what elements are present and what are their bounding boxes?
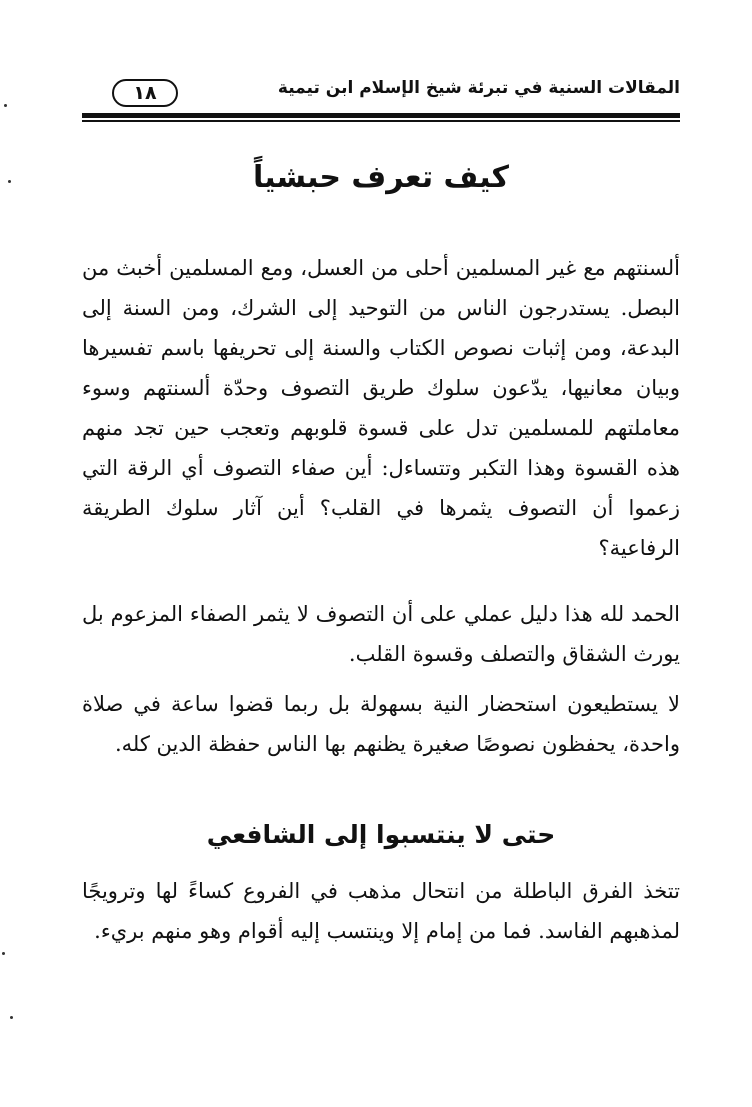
body-paragraph: الحمد لله هذا دليل عملي على أن التصوف لا يثمر الصفاء المزعوم بل يورث الشقاق والتصلف وقسوة القلب. bbox=[82, 602, 680, 666]
section-heading: كيف تعرف حبشياً bbox=[253, 160, 509, 195]
header-rule-thin bbox=[82, 120, 680, 122]
body-paragraph: تتخذ الفرق الباطلة من انتحال مذهب في الفروع كساءً لها وترويجًا لمذهبهم الفاسد. فما من إمام إلا وينتسب إليه أقوام وهو منهم بريء. bbox=[82, 879, 680, 943]
scan-speck bbox=[2, 952, 5, 955]
header-rule-thick bbox=[82, 113, 680, 118]
running-header bbox=[82, 66, 680, 110]
body-paragraph: ألسنتهم مع غير المسلمين أحلى من العسل، ومع المسلمين أخبث من البصل. يستدرجون الناس من التوحيد إلى الشرك، ومن السنة إلى البدعة، ومن إثبات نصوص الكتاب والسنة إلى تحريفها باسم تفسيرها وبيان معانيها، يدّعون سلوك طريق التصوف وحدّة ألسنتهم وسوء معاملتهم للمسلمين تدل على قسوة قلوبهم وتعجب حين تجد منهم هذه القسوة وهذا التكبر وتتساءل: أين صفاء التصوف أي الرقة التي زعموا أن التصوف يثمرها في القلب؟ أين آثار سلوك الطريقة الرفاعية؟ bbox=[82, 256, 680, 560]
page-number: ١٨ bbox=[112, 79, 178, 107]
scan-speck bbox=[10, 1016, 13, 1019]
book-title: المقالات السنية في تبرئة شيخ الإسلام ابن تيمية bbox=[277, 78, 680, 98]
body-paragraph: لا يستطيعون استحضار النية بسهولة بل ربما قضوا ساعة في صلاة واحدة، يحفظون نصوصًا صغيرة يظنهم بها الناس حفظة الدين كله. bbox=[82, 692, 680, 756]
section-heading: حتى لا ينتسبوا إلى الشافعي bbox=[206, 820, 556, 849]
scan-speck bbox=[4, 104, 7, 107]
scan-speck bbox=[8, 180, 11, 183]
